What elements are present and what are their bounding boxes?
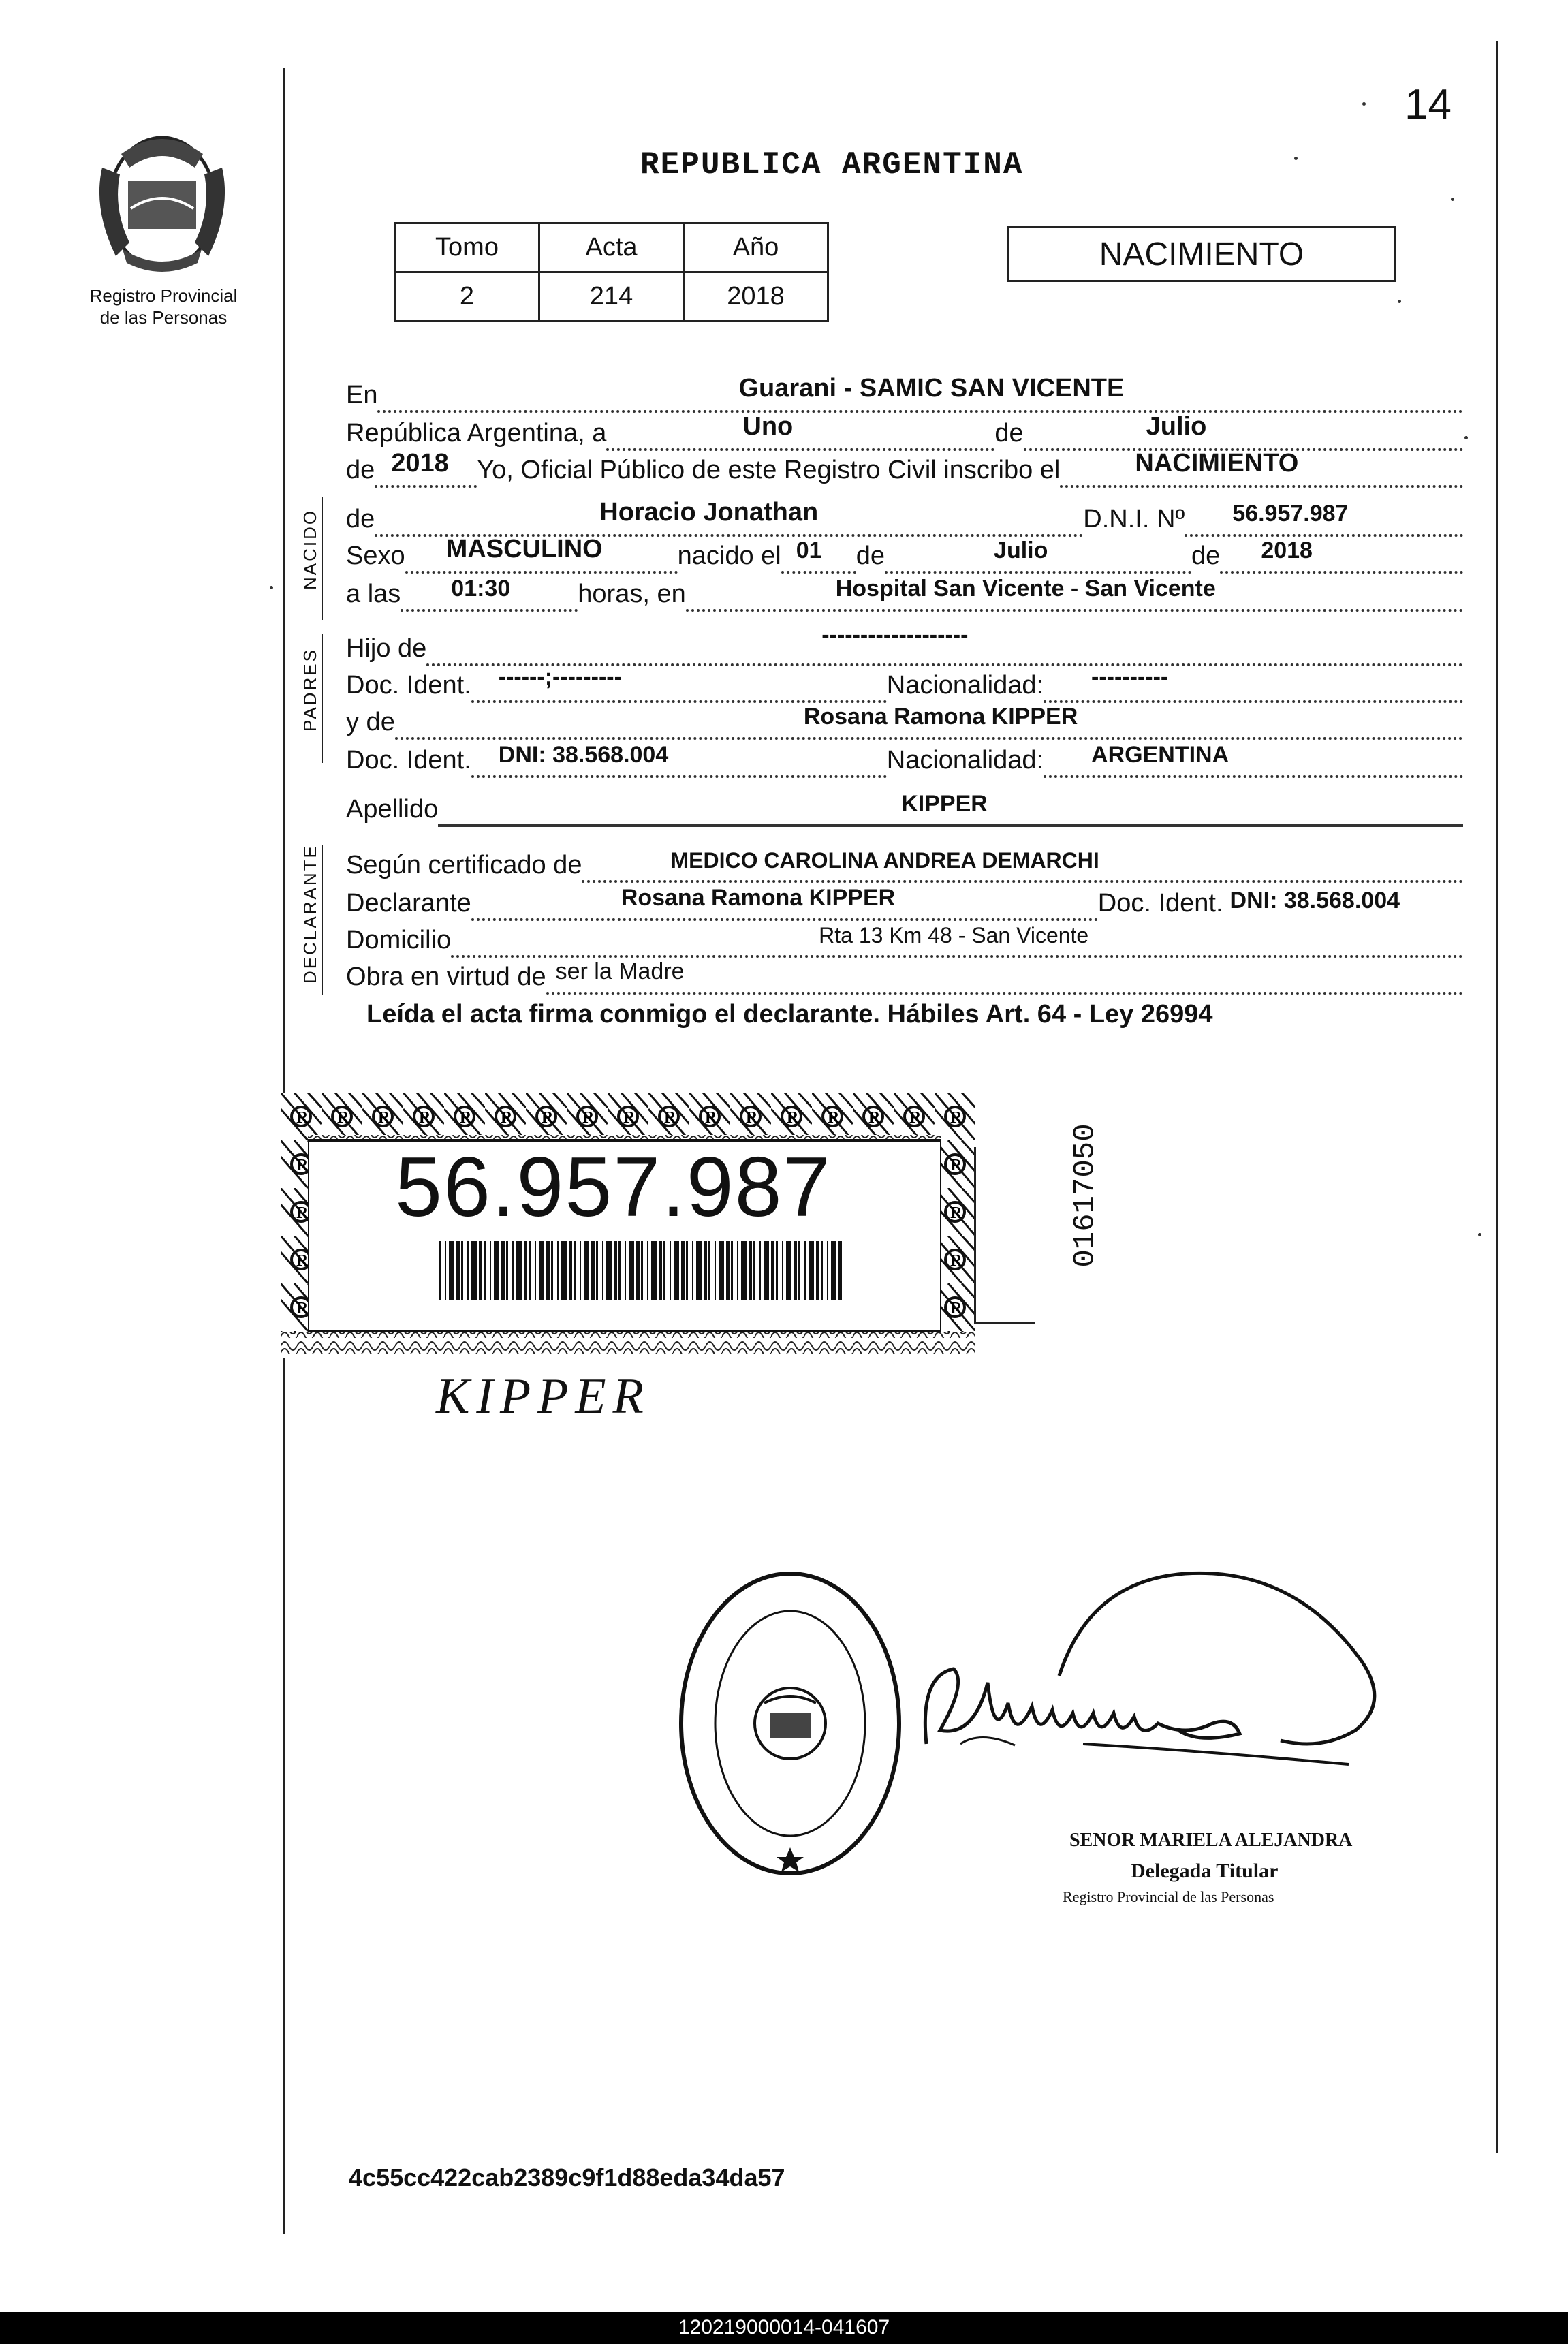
sticker-id-number: 56.957.987 bbox=[395, 1140, 832, 1234]
field-dia bbox=[606, 412, 994, 451]
value-acta: 214 bbox=[539, 272, 684, 322]
scan-speck bbox=[1398, 300, 1401, 303]
barcode-bar bbox=[838, 1241, 842, 1300]
row-en bbox=[346, 375, 1463, 413]
row-doc-madre bbox=[346, 740, 1463, 778]
label-nac-padre: Nacionalidad: bbox=[886, 671, 1044, 700]
value-nacido-mes: Julio bbox=[994, 537, 1048, 563]
barcode-bar bbox=[602, 1241, 603, 1300]
value-inscribo: NACIMIENTO bbox=[1135, 449, 1299, 478]
label-segun: Según certificado de bbox=[346, 851, 582, 879]
barcode-bar bbox=[449, 1241, 454, 1300]
row-declarante bbox=[346, 883, 1463, 921]
barcode-bar bbox=[524, 1241, 527, 1300]
value-lugar: Hospital San Vicente - San Vicente bbox=[835, 576, 1216, 601]
field-obra bbox=[546, 958, 1463, 995]
field-nac-padre bbox=[1044, 664, 1463, 703]
label-nacido-el: nacido el bbox=[677, 542, 781, 570]
barcode-bar bbox=[546, 1241, 550, 1300]
value-doc-madre: DNI: 38.568.004 bbox=[498, 742, 669, 768]
section-declarante-bar bbox=[322, 845, 323, 995]
field-nacido-mes bbox=[885, 537, 1191, 574]
record-table-value-row bbox=[395, 272, 828, 322]
label-horas-en: horas, en bbox=[578, 580, 686, 608]
barcode-bar bbox=[719, 1241, 724, 1300]
barcode-bar bbox=[629, 1241, 634, 1300]
value-nombre: Horacio Jonathan bbox=[599, 498, 819, 527]
value-sexo: MASCULINO bbox=[445, 535, 603, 563]
field-inscribo bbox=[1060, 449, 1463, 488]
barcode-bar bbox=[456, 1241, 460, 1300]
barcode-bar bbox=[614, 1241, 617, 1300]
row-obra bbox=[346, 956, 1463, 995]
value-dia: Uno bbox=[742, 412, 794, 441]
field-sexo bbox=[405, 535, 678, 574]
barcode-bar bbox=[467, 1241, 469, 1300]
barcode-bar bbox=[731, 1241, 733, 1300]
registry-stamp bbox=[674, 1567, 906, 1880]
row-certificado bbox=[346, 845, 1463, 883]
value-anio: 2018 bbox=[684, 272, 828, 322]
barcode-bar bbox=[471, 1241, 477, 1300]
organization-line-2: de las Personas bbox=[99, 307, 228, 328]
scan-speck bbox=[270, 586, 273, 589]
value-certificado: MEDICO CAROLINA ANDREA DEMARCHI bbox=[670, 848, 1099, 873]
value-doc-padre: ------;--------- bbox=[498, 664, 622, 690]
row-nombre bbox=[346, 499, 1463, 537]
sticker-serial: 01617050 bbox=[1068, 1123, 1103, 1268]
label-doc-madre: Doc. Ident. bbox=[346, 746, 471, 775]
value-nacido-anio: 2018 bbox=[1261, 537, 1313, 563]
barcode-bar bbox=[776, 1241, 778, 1300]
barcode-bar bbox=[651, 1241, 657, 1300]
section-declarante-label: DECLARANTE bbox=[300, 844, 320, 984]
barcode-bar bbox=[753, 1241, 755, 1300]
barcode-bar bbox=[584, 1241, 589, 1300]
barcode-bar bbox=[461, 1241, 463, 1300]
field-domicilio bbox=[451, 923, 1463, 958]
field-madre bbox=[395, 704, 1463, 740]
organization-name bbox=[48, 285, 279, 328]
barcode-bar bbox=[539, 1241, 544, 1300]
barcode-bar bbox=[479, 1241, 482, 1300]
field-nac-madre bbox=[1044, 742, 1463, 778]
document-hash: 4c55cc422cab2389c9f1d88eda34da57 bbox=[349, 2163, 785, 2191]
barcode-bar bbox=[512, 1241, 514, 1300]
barcode-bar bbox=[591, 1241, 595, 1300]
signer-subtitle: Registro Provincial de las Personas bbox=[1063, 1888, 1274, 1905]
field-apellido bbox=[438, 791, 1463, 827]
signer-title: Delegada Titular bbox=[1131, 1860, 1279, 1882]
label-de-nombre: de bbox=[346, 505, 375, 533]
barcode-bar bbox=[625, 1241, 626, 1300]
barcode-bar bbox=[501, 1241, 505, 1300]
barcode-bar bbox=[561, 1241, 567, 1300]
label-de-anio: de bbox=[346, 456, 375, 484]
scan-speck bbox=[1478, 1233, 1481, 1236]
value-tomo: 2 bbox=[395, 272, 539, 322]
barcode-bar bbox=[759, 1241, 761, 1300]
row-hora-lugar bbox=[346, 574, 1463, 612]
label-hijo-de: Hijo de bbox=[346, 634, 427, 663]
barcode-bar bbox=[674, 1241, 679, 1300]
page-number: 14 bbox=[1405, 81, 1452, 128]
label-declarante: Declarante bbox=[346, 889, 471, 918]
barcode-bar bbox=[641, 1241, 643, 1300]
barcode-bar bbox=[798, 1241, 800, 1300]
value-apellido: KIPPER bbox=[901, 791, 988, 817]
row-apellido bbox=[346, 789, 1463, 827]
value-nac-padre: ---------- bbox=[1091, 664, 1169, 690]
label-de-nacido-anio: de bbox=[1191, 542, 1221, 570]
barcode-bar bbox=[663, 1241, 665, 1300]
value-nacido-dia: 01 bbox=[796, 537, 822, 563]
value-anio: 2018 bbox=[391, 449, 449, 478]
header-anio: Año bbox=[684, 223, 828, 272]
barcode-bar bbox=[490, 1241, 491, 1300]
label-republica: República Argentina, a bbox=[346, 419, 607, 448]
label-obra: Obra en virtud de bbox=[346, 963, 546, 991]
barcode-bar bbox=[551, 1241, 553, 1300]
barcode-bar bbox=[741, 1241, 747, 1300]
barcode-bar bbox=[704, 1241, 707, 1300]
label-domicilio: Domicilio bbox=[346, 926, 452, 954]
barcode-bar bbox=[647, 1241, 648, 1300]
field-en bbox=[377, 374, 1463, 413]
barcode-bar bbox=[606, 1241, 612, 1300]
record-type-box: NACIMIENTO bbox=[1007, 226, 1396, 282]
field-anio bbox=[375, 449, 477, 488]
label-y-de: y de bbox=[346, 708, 395, 736]
scan-speck bbox=[1464, 436, 1468, 439]
barcode-bar bbox=[749, 1241, 752, 1300]
barcode-bar bbox=[494, 1241, 499, 1300]
header-tomo: Tomo bbox=[395, 223, 539, 272]
barcode-bar bbox=[831, 1241, 836, 1300]
value-domicilio: Rta 13 Km 48 - San Vicente bbox=[819, 923, 1089, 948]
coat-of-arms-logo bbox=[89, 127, 236, 281]
row-madre bbox=[346, 702, 1463, 740]
field-padre bbox=[426, 622, 1463, 666]
value-en: Guarani - SAMIC SAN VICENTE bbox=[738, 374, 1125, 403]
field-lugar bbox=[686, 576, 1463, 612]
field-doc-padre bbox=[471, 664, 887, 703]
barcode-bar bbox=[804, 1241, 806, 1300]
value-declarante: Rosana Ramona KIPPER bbox=[621, 885, 896, 911]
signer-name: SENOR MARIELA ALEJANDRA bbox=[1069, 1830, 1353, 1851]
section-nacido-bar bbox=[322, 497, 323, 620]
label-de-nacido-mes: de bbox=[856, 542, 885, 570]
field-nombre bbox=[375, 498, 1083, 537]
barcode-bar bbox=[569, 1241, 572, 1300]
scan-speck bbox=[1451, 198, 1454, 201]
barcode-bar bbox=[786, 1241, 791, 1300]
value-hora: 01:30 bbox=[451, 576, 511, 601]
scan-speck bbox=[1362, 102, 1366, 106]
organization-line-1: Registro Provincial bbox=[89, 285, 238, 306]
field-doc-declarante bbox=[1223, 888, 1463, 921]
document-title: REPUBLICA ARGENTINA bbox=[640, 147, 1024, 183]
row-sexo bbox=[346, 535, 1463, 574]
barcode-bar bbox=[574, 1241, 576, 1300]
value-doc-declarante: DNI: 38.568.004 bbox=[1229, 888, 1400, 913]
handwritten-surname: KIPPER bbox=[436, 1369, 650, 1424]
row-domicilio bbox=[346, 920, 1463, 958]
right-margin-line bbox=[1496, 41, 1498, 2153]
section-padres-bar bbox=[322, 634, 323, 763]
row-fecha-inscripcion bbox=[346, 413, 1463, 451]
field-nacido-dia bbox=[781, 537, 856, 574]
barcode-bar bbox=[821, 1241, 823, 1300]
barcode-bar bbox=[529, 1241, 531, 1300]
field-nacido-anio bbox=[1220, 537, 1463, 574]
barcode-bar bbox=[794, 1241, 797, 1300]
barcode-bar bbox=[636, 1241, 640, 1300]
barcode-bar bbox=[726, 1241, 730, 1300]
barcode-bar bbox=[764, 1241, 769, 1300]
row-doc-padre bbox=[346, 665, 1463, 703]
barcode-bar bbox=[484, 1241, 486, 1300]
section-nacido-label: NACIDO bbox=[300, 508, 320, 590]
barcode bbox=[436, 1241, 845, 1300]
sticker-serial-box bbox=[974, 1147, 1035, 1324]
field-doc-madre bbox=[471, 742, 887, 778]
barcode-bar bbox=[557, 1241, 559, 1300]
barcode-bar bbox=[580, 1241, 581, 1300]
barcode-bar bbox=[737, 1241, 738, 1300]
label-en: En bbox=[346, 381, 378, 409]
signature bbox=[913, 1567, 1390, 1826]
barcode-bar bbox=[618, 1241, 621, 1300]
label-oficial: Yo, Oficial Público de este Registro Civil inscribo el bbox=[477, 456, 1061, 484]
barcode-bar bbox=[445, 1241, 446, 1300]
barcode-bar bbox=[816, 1241, 819, 1300]
scan-speck bbox=[1294, 157, 1298, 160]
closing-note: Leída el acta firma conmigo el declarante. Hábiles Art. 64 - Ley 26994 bbox=[366, 1000, 1213, 1029]
value-obra: ser la Madre bbox=[555, 958, 685, 984]
barcode-bar bbox=[782, 1241, 783, 1300]
label-doc-padre: Doc. Ident. bbox=[346, 671, 471, 700]
barcode-bar bbox=[670, 1241, 671, 1300]
section-padres-label: PADRES bbox=[300, 648, 320, 732]
field-declarante bbox=[471, 885, 1098, 921]
barcode-bar bbox=[516, 1241, 522, 1300]
barcode-bar bbox=[506, 1241, 508, 1300]
barcode-bar bbox=[715, 1241, 716, 1300]
record-table-header-row bbox=[395, 223, 828, 272]
row-hijo-de bbox=[346, 622, 1463, 666]
field-mes bbox=[1024, 412, 1463, 451]
label-apellido: Apellido bbox=[346, 795, 439, 824]
barcode-bar bbox=[771, 1241, 774, 1300]
barcode-bar bbox=[809, 1241, 814, 1300]
value-padre: ------------------- bbox=[821, 622, 969, 648]
barcode-bar bbox=[535, 1241, 536, 1300]
footer-code: 120219000014-041607 bbox=[678, 2316, 890, 2339]
field-hora bbox=[401, 576, 578, 612]
value-dni: 56.957.987 bbox=[1232, 501, 1349, 527]
barcode-bar bbox=[692, 1241, 693, 1300]
barcode-bar bbox=[659, 1241, 662, 1300]
record-table bbox=[394, 222, 829, 322]
field-certificado bbox=[582, 848, 1463, 883]
label-doc-declarante: Doc. Ident. bbox=[1097, 889, 1223, 918]
label-dni: D.N.I. Nº bbox=[1083, 505, 1185, 533]
label-nac-madre: Nacionalidad: bbox=[886, 746, 1044, 775]
value-madre: Rosana Ramona KIPPER bbox=[803, 704, 1078, 730]
barcode-bar bbox=[439, 1241, 441, 1300]
row-oficial bbox=[346, 450, 1463, 488]
barcode-bar bbox=[827, 1241, 828, 1300]
barcode-bar bbox=[596, 1241, 598, 1300]
label-sexo: Sexo bbox=[346, 542, 405, 570]
header-acta: Acta bbox=[539, 223, 684, 272]
label-de-mes: de bbox=[994, 419, 1024, 448]
barcode-bar bbox=[686, 1241, 688, 1300]
label-a-las: a las bbox=[346, 580, 401, 608]
barcode-bar bbox=[696, 1241, 702, 1300]
field-dni bbox=[1185, 501, 1463, 537]
value-mes: Julio bbox=[1146, 412, 1207, 441]
barcode-bar bbox=[681, 1241, 685, 1300]
barcode-bar bbox=[708, 1241, 710, 1300]
value-nac-madre: ARGENTINA bbox=[1091, 742, 1229, 768]
